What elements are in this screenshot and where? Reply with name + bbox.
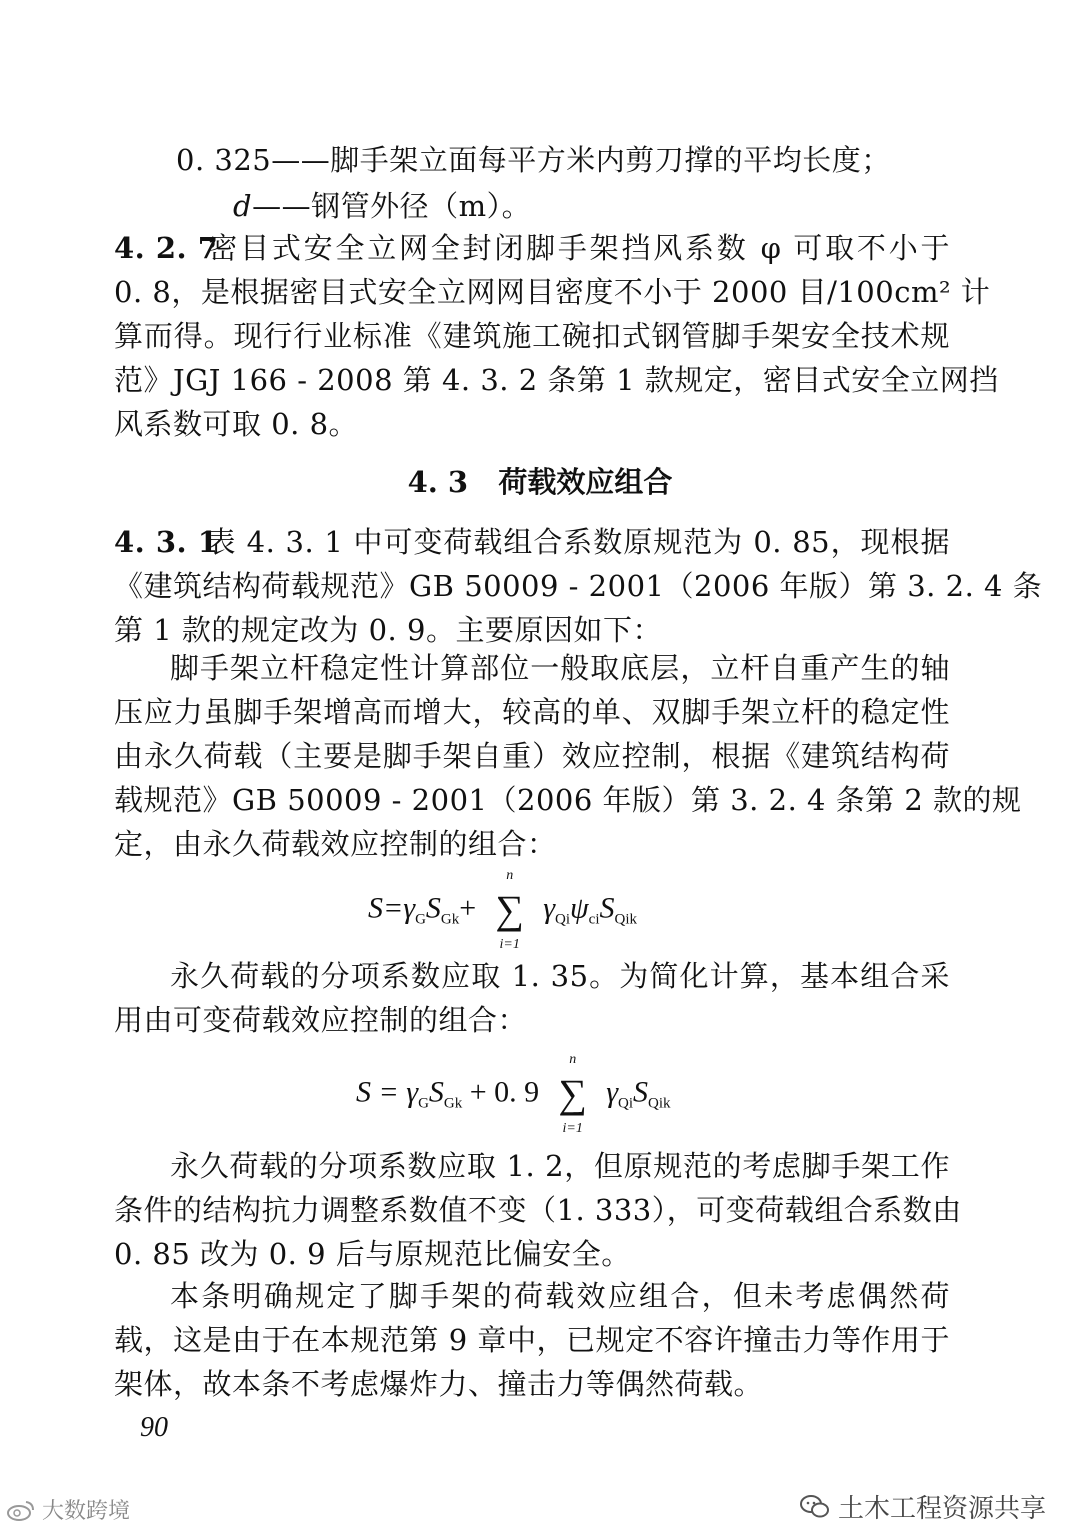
para2-line-3: 由永久荷载（主要是脚手架自重）效应控制，根据《建筑结构荷 — [114, 739, 950, 773]
f1-s-sub: Gk — [440, 911, 460, 928]
f2-gamma-q: γ — [606, 1075, 619, 1109]
f1-s: S — [425, 891, 441, 925]
f2-gamma-q-sub: Qi — [618, 1095, 634, 1112]
section-number: 4. 3 — [407, 465, 469, 499]
p431-text-1: 表 4. 3. 1 中可变荷载组合系数原规范为 0. 85，现根据 — [206, 525, 950, 559]
para4-line-1: 永久荷载的分项系数应取 1. 2，但原规范的考虑脚手架工作 — [170, 1149, 950, 1183]
f1-gamma-sub: G — [415, 911, 426, 928]
f2-s: S — [428, 1075, 444, 1109]
clause-number-431: 4. 3. 1 — [114, 525, 219, 559]
f2-sq-sub: Qik — [648, 1095, 671, 1112]
f2-lhs: S = — [356, 1075, 407, 1109]
p427-text-1: 密目式安全立网全封闭脚手架挡风系数 φ 可取不小于 — [206, 231, 950, 265]
watermark-right-text: 土木工程资源共享 — [837, 1494, 1046, 1524]
f1-gamma-q-sub: Qi — [555, 911, 571, 928]
section-heading — [0, 462, 1080, 502]
p431-line-2: 《建筑结构荷载规范》GB 50009 - 2001（2006 年版）第 3. 2. 4 条 — [114, 569, 1043, 603]
sigma-symbol: ∑ — [558, 1071, 587, 1116]
f2-gamma: γ — [406, 1075, 419, 1109]
f2-sq: S — [633, 1075, 649, 1109]
watermark-left — [6, 1494, 130, 1525]
formula-permanent-control — [368, 868, 637, 952]
p427-line-1 — [114, 228, 950, 268]
para4-line-2: 条件的结构抗力调整系数值不变（1. 333），可变荷载组合系数由 — [114, 1193, 962, 1227]
p431-line-3: 第 1 款的规定改为 0. 9。主要原因如下： — [114, 613, 662, 647]
f2-sum-upper: n — [569, 1052, 577, 1067]
weibo-logo-icon — [6, 1498, 36, 1522]
para5-line-1: 本条明确规定了脚手架的荷载效应组合，但未考虑偶然荷 — [170, 1279, 950, 1313]
f2-gamma-sub: G — [418, 1095, 429, 1112]
f2-plus-coef: + 0. 9 — [469, 1075, 540, 1109]
f1-sum-upper: n — [506, 868, 514, 883]
wechat-logo-icon — [800, 1494, 830, 1520]
watermark-right — [800, 1488, 1046, 1525]
p427-line-4: 范》JGJ 166 - 2008 第 4. 3. 2 条第 1 款规定，密目式安全立网挡 — [114, 363, 999, 397]
sigma-symbol: ∑ — [495, 887, 524, 932]
f1-psi-sub: ci — [588, 911, 600, 928]
f1-gamma-q: γ — [543, 891, 556, 925]
formula-variable-control — [356, 1052, 671, 1136]
para4-line-3: 0. 85 改为 0. 9 后与原规范比偏安全。 — [114, 1237, 631, 1271]
f1-plus: + — [459, 891, 477, 925]
f1-sum — [488, 868, 532, 952]
para5-line-3: 架体，故本条不考虑爆炸力、撞击力等偶然荷载。 — [114, 1367, 764, 1401]
para5-line-2: 载，这是由于在本规范第 9 章中，已规定不容许撞击力等作用于 — [114, 1323, 950, 1357]
definition-0325: 0. 325——脚手架立面每平方米内剪刀撑的平均长度； — [176, 143, 891, 177]
para2-line-4: 载规范》GB 50009 - 2001（2006 年版）第 3. 2. 4 条第 2 款的规 — [114, 783, 1022, 817]
para2-line-2: 压应力虽脚手架增高而增大，较高的单、双脚手架立杆的稳定性 — [114, 695, 950, 729]
section-title: 荷载效应组合 — [498, 465, 673, 499]
f1-sq: S — [599, 891, 615, 925]
para3-line-2: 用由可变荷载效应控制的组合： — [114, 1003, 528, 1037]
p427-line-5: 风系数可取 0. 8。 — [114, 407, 359, 441]
f1-psi: ψ — [570, 891, 589, 925]
f1-sum-lower: i=1 — [499, 937, 520, 952]
para2-line-5: 定，由永久荷载效应控制的组合： — [114, 827, 557, 861]
f2-sum-lower: i=1 — [562, 1121, 583, 1136]
para2-line-1: 脚手架立杆稳定性计算部位一般取底层，立杆自重产生的轴 — [170, 651, 950, 685]
para3-line-1: 永久荷载的分项系数应取 1. 35。为简化计算，基本组合采 — [170, 959, 950, 993]
definition-d-text: ——钢管外径（m）。 — [252, 189, 532, 223]
f1-gamma: γ — [403, 891, 416, 925]
clause-number-427: 4. 2. 7 — [114, 231, 219, 265]
f1-sq-sub: Qik — [614, 911, 637, 928]
definition-d — [233, 186, 1069, 226]
var-d: d — [233, 189, 253, 223]
f2-sum — [551, 1052, 595, 1136]
p427-line-3: 算而得。现行行业标准《建筑施工碗扣式钢管脚手架安全技术规 — [114, 319, 950, 353]
p427-line-2: 0. 8，是根据密目式安全立网网目密度不小于 2000 目/100cm² 计 — [114, 275, 991, 309]
p431-line-1 — [114, 522, 950, 562]
f1-lhs: S= — [368, 891, 404, 925]
f2-s-sub: Gk — [443, 1095, 463, 1112]
page-number: 90 — [140, 1412, 168, 1443]
watermark-left-text: 大数跨境 — [42, 1499, 131, 1524]
